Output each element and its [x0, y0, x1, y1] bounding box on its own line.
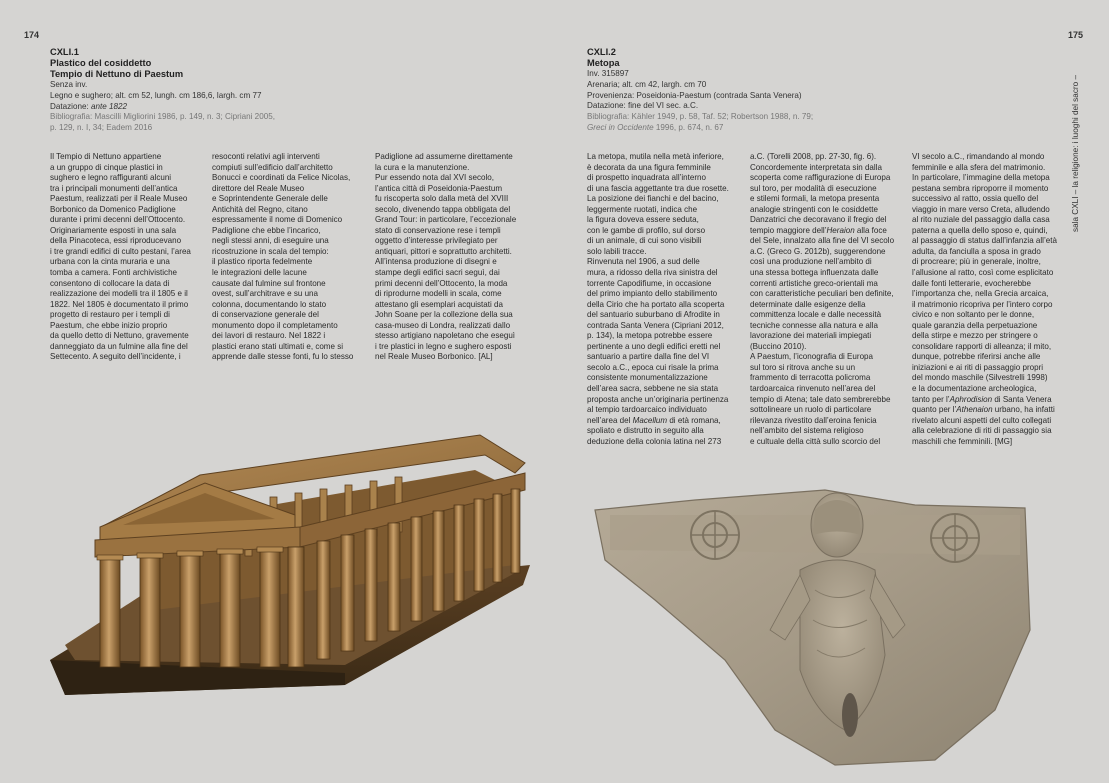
- entry-title: Metopa: [587, 58, 620, 68]
- text-line: casa-museo di Londra, realizzati dallo: [375, 320, 511, 330]
- text-line: sughero e legno raffiguranti alcuni: [50, 173, 172, 183]
- text-line: mura, a ridosso della riva sinistra del: [587, 268, 718, 278]
- text-line: apprende dalle stesse fonti, fu lo stesso: [212, 352, 354, 362]
- text-line: dunque, potrebbe riferirsi anche alle: [912, 352, 1041, 362]
- text-line: Borbonico da Domenico Padiglione: [50, 204, 176, 214]
- text-line: tanto per l’Aphrodision di Santa Venera: [912, 394, 1052, 404]
- text-line: è decorata da una figura femminile: [587, 162, 711, 172]
- biblio-italic-title: Greci in Occidente: [587, 122, 654, 132]
- text-line: la figura doveva essere seduta,: [587, 215, 699, 225]
- text-line: danneggiato da un fulmine alla fine del: [50, 341, 188, 351]
- text-line: proposta anche un’originaria pertinenza: [587, 394, 729, 404]
- text-line: Bonucci e coordinati da Felice Nicolas,: [212, 173, 351, 183]
- text-line: tempio maggiore dell’Heraion alla foce: [750, 225, 887, 235]
- text-line: di conservazione generale del: [212, 310, 319, 320]
- entry-inventory: Inv. 315897: [587, 69, 629, 78]
- text-line: causate dal fulmine sul frontone: [212, 278, 326, 288]
- text-line: il matrimonio ricopriva per l’intero corpo: [912, 299, 1053, 309]
- text-line: realizzazione dei modelli tra il 1805 e il: [50, 289, 188, 299]
- text-line: femminile e alla sfera del matrimonio.: [912, 162, 1046, 172]
- text-line: quanto per l’Athenaion urbano, ha infatti: [912, 405, 1055, 415]
- entry-material: Legno e sughero; alt. cm 52, lungh. cm 186,6, largh. cm 77: [50, 90, 262, 100]
- text-line: contrada Santa Venera (Cipriani 2012,: [587, 320, 724, 330]
- text-line: della stirpe e mezzo per stringere o: [912, 331, 1038, 341]
- entry-material: Arenaria; alt. cm 42, largh. cm 70: [587, 79, 707, 89]
- body-column-5: [750, 152, 910, 447]
- text-line: del mondo maschile (Silvestrelli 1998): [912, 373, 1048, 383]
- text-line: tecniche connesse alla natura e alla: [750, 320, 878, 330]
- body-column-1: [50, 152, 210, 363]
- text-line: rivelato alcuni aspetti del culto collegati: [912, 415, 1052, 425]
- text-line: lavorazione dei materiali impiegati: [750, 331, 872, 341]
- text-line: il plastico riporta fedelmente: [212, 257, 313, 267]
- dating-label: Datazione:: [50, 101, 91, 111]
- text-line: primi decenni dell’Ottocento, la moda: [375, 278, 508, 288]
- temple-model-photo: [45, 415, 535, 715]
- text-line: La metopa, mutila nella metà inferiore,: [587, 152, 724, 161]
- text-line: viaggio in mare verso Creta, alludendo: [912, 204, 1050, 214]
- page-number-left: 174: [24, 30, 40, 40]
- text-line: Pur essendo nota dal XVI secolo,: [375, 173, 494, 183]
- text-line: tra i principali monumenti dell’antica: [50, 183, 178, 193]
- biblio-rest: 1996, p. 674, n. 67: [653, 122, 724, 132]
- text-line: maschili che femminili. [MG]: [912, 436, 1013, 446]
- text-line: resoconti relativi agli interventi: [212, 152, 320, 161]
- dating-value: ante 1822: [90, 101, 127, 111]
- italic-term: Macellum: [632, 415, 668, 425]
- text-line: spoliato e distrutto in seguito alla: [587, 426, 704, 436]
- text-line: e stilemi formali, la metopa presenta: [750, 194, 880, 204]
- text-line: sul toro si ritrova anche su un: [750, 362, 856, 372]
- text-line: Rinvenuta nel 1906, a sud delle: [587, 257, 700, 267]
- text-line: al passaggio di status dall’infanzia all’età: [912, 236, 1057, 246]
- text-line: l’importanza che, nella Grecia arcaica,: [912, 289, 1049, 299]
- text-line: VI secolo a.C., rimandando al mondo: [912, 152, 1045, 161]
- text-line: iniziazioni e ai riti di passaggio propri: [912, 362, 1044, 372]
- text-line: urbana con la cinta muraria e una: [50, 257, 170, 267]
- entry-code: CXLI.1: [50, 47, 79, 57]
- text-line: Padiglione ad assumerne direttamente: [375, 152, 513, 161]
- text-line: consentono di collocare la data di: [50, 278, 170, 288]
- text-line: alla celebrazione di riti di passaggio sia: [912, 426, 1052, 436]
- text-line: Paestum, realizzati per il Reale Museo: [50, 194, 188, 204]
- text-line: dei lavori di restauro. Nel 1822 i: [212, 331, 326, 341]
- text-line: committenza locale e dalle necessità: [750, 310, 882, 320]
- text-line: In particolare, l’immagine della metopa: [912, 173, 1050, 183]
- text-line: civico e non soltanto per le donne,: [912, 310, 1035, 320]
- biblio-line: [587, 123, 887, 134]
- text-line: a.C. (Torelli 2008, pp. 27-30, fig. 6).: [750, 152, 877, 161]
- text-line: antiquari, pittori e soprattutto architetti.: [375, 246, 512, 256]
- entry-dating: Datazione: fine del VI sec. a.C.: [587, 101, 699, 111]
- text-line: All’intensa produzione di disegni e: [375, 257, 497, 267]
- text-line: con le gambe di profilo, sul dorso: [587, 225, 706, 235]
- text-line: espressamente il nome di Domenico: [212, 215, 343, 225]
- entry-bibliography: [50, 112, 350, 134]
- body-column-2: [212, 152, 370, 363]
- text-line: monumento dopo il completamento: [212, 320, 338, 330]
- text-line: oggetto d’interesse privilegiato per: [375, 236, 498, 246]
- text-line: a.C. (Greco G. 2012b), suggerendone: [750, 246, 886, 256]
- text-line: della Cirio che ha portato alla scoperta: [587, 299, 725, 309]
- text-line: direttore del Reale Museo: [212, 183, 305, 193]
- text-line: plastici erano stati ultimati e, come si: [212, 341, 344, 351]
- entry-inventory: Senza inv.: [50, 80, 88, 89]
- italic-term: Athenaion: [956, 405, 993, 415]
- text-line: tomba a camera. Fonti archivistiche: [50, 268, 178, 278]
- text-line: Antichità del Regno, citano: [212, 204, 308, 214]
- text-line: paterna a quella dello sposo e, quindi,: [912, 225, 1048, 235]
- text-line: quale garanzia della perpetuazione: [912, 320, 1038, 330]
- text-line: così una produzione nell’ambito di: [750, 257, 872, 267]
- text-line: frammento di terracotta policroma: [750, 373, 871, 383]
- text-line: sul toro, per modalità di esecuzione: [750, 183, 877, 193]
- text-line: e Soprintendente Generale delle: [212, 194, 328, 204]
- text-line: analogie stringenti con le cosiddette: [750, 204, 878, 214]
- text-line: le integrazioni delle lacune: [212, 268, 307, 278]
- text-line: A Paestum, l’iconografia di Europa: [750, 352, 874, 362]
- text-line: e la documentazione archeologica,: [912, 384, 1037, 394]
- text-line: e cultuale della città sullo scorcio del: [750, 436, 881, 446]
- text-line: adulta, da fanciulla a sposa in grado: [912, 246, 1041, 256]
- text-line: secolo a.C., epoca cui risale la prima: [587, 362, 719, 372]
- text-line: correnti artistiche greco-orientali ma: [750, 278, 878, 288]
- text-line: colonna, documentando lo stato: [212, 299, 327, 309]
- text-line: Concordemente interpretata sin dalla: [750, 162, 882, 172]
- text-line: progetto di restauro per i templi di: [50, 310, 170, 320]
- text-line: una stessa bottega influenzata dalle: [750, 268, 879, 278]
- text-line: attestano gli esemplari acquistati da: [375, 299, 503, 309]
- text-line: scoperta come raffigurazione di Europa: [750, 173, 891, 183]
- entry-provenance: Provenienza: Poseidonia-Paestum (contrada Santa Venera): [587, 90, 802, 100]
- text-line: La posizione dei fianchi e del bacino,: [587, 194, 719, 204]
- text-line: 1822. Nel 1805 è documentato il primo: [50, 299, 189, 309]
- text-line: Originariamente esposti in una sala: [50, 225, 177, 235]
- text-line: al tempio tardoarcaico individuato: [587, 405, 707, 415]
- text-line: di procreare; più in generale, inoltre,: [912, 257, 1041, 267]
- text-line: la cura e la manutenzione.: [375, 162, 470, 172]
- text-line: l’allusione al ratto, così come esplicitato: [912, 268, 1054, 278]
- text-line: secolo, divenendo tappa obbligata del: [375, 204, 511, 214]
- text-line: deduzione della colonia latina nel 273: [587, 436, 722, 446]
- catalog-entry-1: [50, 47, 350, 134]
- text-line: nell’area del Macellum di età romana,: [587, 415, 721, 425]
- running-header-text: sala CXLI – la religione: i luoghi del sacro –: [1071, 74, 1080, 232]
- text-line: sottolineare un ruolo di particolare: [750, 405, 872, 415]
- entry-title-line-2: Tempio di Nettuno di Paestum: [50, 69, 184, 79]
- biblio-line: Bibliografia: Mascilli Migliorini 1986, p. 149, n. 3; Cipriani 2005,: [50, 112, 275, 122]
- text-line: del primo impianto dello stabilimento: [587, 289, 718, 299]
- text-line: leggermente ruotati, indica che: [587, 204, 698, 214]
- text-line: (Buccino 2010).: [750, 341, 807, 351]
- text-line: pertinente a uno degli edifici eretti nel: [587, 341, 721, 351]
- text-line: del santuario suburbano di Afrodite in: [587, 310, 720, 320]
- body-column-4: [587, 152, 747, 447]
- text-line: consolidare rapporti di alleanza; il mito,: [912, 341, 1052, 351]
- text-line: di prospetto inquadrata all’interno: [587, 173, 706, 183]
- text-line: stato di conservazione rese i templi: [375, 225, 501, 235]
- text-line: rilevanza rivestito dall’eroina fenicia: [750, 415, 877, 425]
- text-line: John Soane per la collezione della sua: [375, 310, 513, 320]
- text-line: di riprodurne modelli in scala, come: [375, 289, 502, 299]
- text-line: ricostruzione in scala del tempio:: [212, 246, 329, 256]
- text-line: con caratteristiche peculiari ben definite,: [750, 289, 894, 299]
- text-line: a un gruppo di cinque plastici in: [50, 162, 163, 172]
- text-line: negli stessi anni, di eseguire una: [212, 236, 329, 246]
- text-line: stesso artigiano napoletano che eseguì: [375, 331, 516, 341]
- biblio-line: Bibliografia: Kähler 1949, p. 58, Taf. 52; Robertson 1988, n. 79;: [587, 112, 814, 122]
- text-line: compiuti sull’edificio dall’architetto: [212, 162, 333, 172]
- text-line: tempio di Atena; tale dato sembrerebbe: [750, 394, 891, 404]
- text-line: dalle fonti letterarie, evocherebbe: [912, 278, 1031, 288]
- body-column-3: [375, 152, 533, 363]
- text-line: nel Reale Museo Borbonico. [AL]: [375, 352, 493, 362]
- text-line: del Sele, innalzato alla fine del VI secolo: [750, 236, 895, 246]
- entry-dating: [50, 102, 350, 113]
- text-line: al rito nuziale del passaggio dalla casa: [912, 215, 1050, 225]
- text-line: stampe degli edifici sacri seguì, dai: [375, 268, 500, 278]
- text-line: della Pinacoteca, essi riproducevano: [50, 236, 182, 246]
- italic-term: Aphrodision: [949, 394, 993, 404]
- entry-bibliography: [587, 112, 887, 134]
- text-line: Il Tempio di Nettuno appartiene: [50, 152, 162, 161]
- text-line: determinate dalle esigenze della: [750, 299, 866, 309]
- text-line: di una fascia aggettante tra due rosette.: [587, 183, 729, 193]
- text-line: l’antica città di Poseidonia-Paestum: [375, 183, 503, 193]
- text-line: durante i primi decenni dell’Ottocento.: [50, 215, 186, 225]
- body-column-6: [912, 152, 1072, 447]
- text-line: tardoarcaica rinvenuto nell’area del: [750, 384, 876, 394]
- text-line: ovest, sull’architrave e su una: [212, 289, 319, 299]
- text-line: Padiglione che ebbe l’incarico,: [212, 225, 321, 235]
- text-line: Danzatrici che decoravano il fregio del: [750, 215, 887, 225]
- entry-code: CXLI.2: [587, 47, 616, 57]
- biblio-line: p. 129, n. I, 34; Eadem 2016: [50, 123, 153, 133]
- text-line: p. 134), la metopa potrebbe essere: [587, 331, 713, 341]
- page-number-right: 175: [1068, 30, 1084, 40]
- italic-term: Heraion: [826, 225, 855, 235]
- text-line: fu riscoperta solo dalla metà del XVIII: [375, 194, 509, 204]
- text-line: santuario a partire dalla fine del VI: [587, 352, 710, 362]
- text-line: Settecento. A seguito dell’incidente, i: [50, 352, 181, 362]
- text-line: i tre plastici in legno e sughero esposti: [375, 341, 512, 351]
- text-line: solo labili tracce.: [587, 246, 647, 256]
- text-line: Grand Tour: in particolare, l’eccezionale: [375, 215, 517, 225]
- metope-relief-photo: [575, 480, 1055, 770]
- text-line: dell’area sacra, sebbene ne sia stata: [587, 384, 719, 394]
- text-line: consistente monumentalizzazione: [587, 373, 708, 383]
- text-line: pestana sembra riproporre il momento: [912, 183, 1049, 193]
- entry-title-line-1: Plastico del cosiddetto: [50, 58, 152, 68]
- catalog-entry-2: [587, 47, 887, 134]
- text-line: torrente Capodifiume, in occasione: [587, 278, 712, 288]
- text-line: da quello detto di Nettuno, gravemente: [50, 331, 189, 341]
- text-line: nell’ambito del sistema religioso: [750, 426, 864, 436]
- text-line: Paestum, che ebbe inizio proprio: [50, 320, 168, 330]
- text-line: successivo al ratto, ossia quello del: [912, 194, 1039, 204]
- text-line: di un animale, di cui sono visibili: [587, 236, 702, 246]
- text-line: i tre grandi edifici di culto pestani, l’area: [50, 246, 191, 256]
